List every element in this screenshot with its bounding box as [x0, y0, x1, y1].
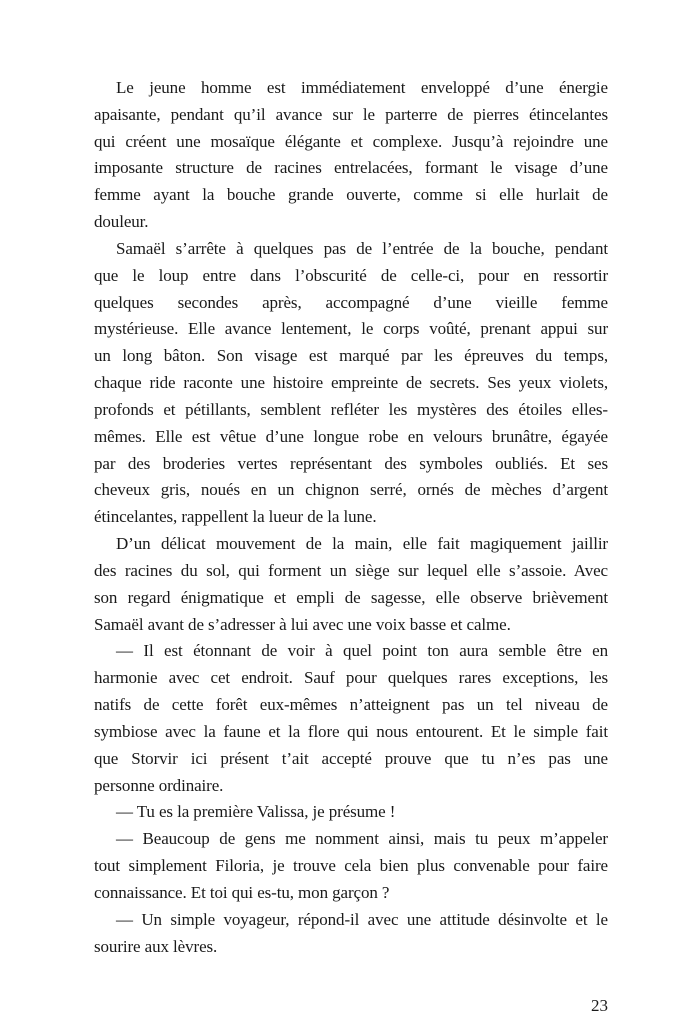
text-line: tout simplement Filoria, je trouve cela bien plus convenable pour faire: [94, 856, 608, 876]
text-line: que le loup entre dans l’obscurité de celle-ci, pour en ressortir: [94, 265, 608, 285]
text-line: qui créent une mosaïque élégante et complexe. Jusqu’à rejoindre une: [94, 131, 608, 151]
text-line: son regard énigmatique et empli de sagesse, elle observe brièvement: [94, 587, 608, 607]
paragraph: [94, 531, 608, 638]
text-line: profonds et pétillants, semblent refléter les mystères des étoiles elles-: [94, 399, 608, 419]
page-body: [94, 75, 608, 960]
text-line: chaque ride raconte une histoire empreinte de secrets. Ses yeux violets,: [94, 373, 608, 393]
text-line: personne ordinaire.: [94, 775, 224, 795]
text-line: connaissance. Et toi qui es-tu, mon garçon ?: [94, 882, 390, 902]
paragraph: [94, 236, 608, 531]
text-line: mêmes. Elle est vêtue d’une longue robe en velours brunâtre, égayée: [94, 426, 608, 446]
text-line: mystérieuse. Elle avance lentement, le corps voûté, prenant appui sur: [94, 319, 608, 339]
text-line: — Un simple voyageur, répond-il avec une attitude désinvolte et le: [116, 909, 608, 929]
text-line: — Il est étonnant de voir à quel point ton aura semble être en: [116, 641, 608, 661]
text-line: apaisante, pendant qu’il avance sur le parterre de pierres étincelantes: [94, 104, 608, 124]
text-line: natifs de cette forêt eux-mêmes n’atteignent pas un tel niveau de: [94, 695, 608, 715]
text-line: quelques secondes après, accompagné d’une vieille femme: [94, 292, 608, 312]
text-line: étincelantes, rappellent la lueur de la lune.: [94, 507, 377, 527]
text-line: que Storvir ici présent t’ait accepté prouve que tu n’es pas une: [94, 748, 608, 768]
text-line: Le jeune homme est immédiatement enveloppé d’une énergie: [116, 78, 608, 97]
page-number: 23: [591, 996, 608, 1016]
text-line: cheveux gris, noués en un chignon serré, ornés de mèches d’argent: [94, 480, 608, 500]
paragraph: [94, 638, 608, 799]
paragraph: [94, 75, 608, 236]
text-line: harmonie avec cet endroit. Sauf pour quelques rares exceptions, les: [94, 668, 608, 688]
text-line: un long bâton. Son visage est marqué par les épreuves du temps,: [94, 346, 608, 366]
text-line: sourire aux lèvres.: [94, 936, 218, 956]
text-line: symbiose avec la faune et la flore qui nous entourent. Et le simple fait: [94, 721, 608, 741]
text-line: douleur.: [94, 212, 149, 232]
text-line: des racines du sol, qui forment un siège sur lequel elle s’assoie. Avec: [94, 560, 608, 580]
text-line: imposante structure de racines entrelacées, formant le visage d’une: [94, 158, 608, 178]
text-line: — Beaucoup de gens me nomment ainsi, mais tu peux m’appeler: [116, 829, 608, 849]
text-line: par des broderies vertes représentant des symboles oubliés. Et ses: [94, 453, 608, 473]
text-line: Samaël avant de s’adresser à lui avec une voix basse et calme.: [94, 614, 511, 634]
paragraph: [94, 826, 608, 906]
text-line: femme ayant la bouche grande ouverte, comme si elle hurlait de: [94, 185, 608, 205]
paragraph: [94, 907, 608, 961]
paragraph: [94, 799, 608, 826]
text-line: D’un délicat mouvement de la main, elle fait magiquement jaillir: [116, 534, 608, 554]
text-line: Samaël s’arrête à quelques pas de l’entrée de la bouche, pendant: [116, 238, 608, 258]
text-line: — Tu es la première Valissa, je présume !: [116, 802, 396, 822]
